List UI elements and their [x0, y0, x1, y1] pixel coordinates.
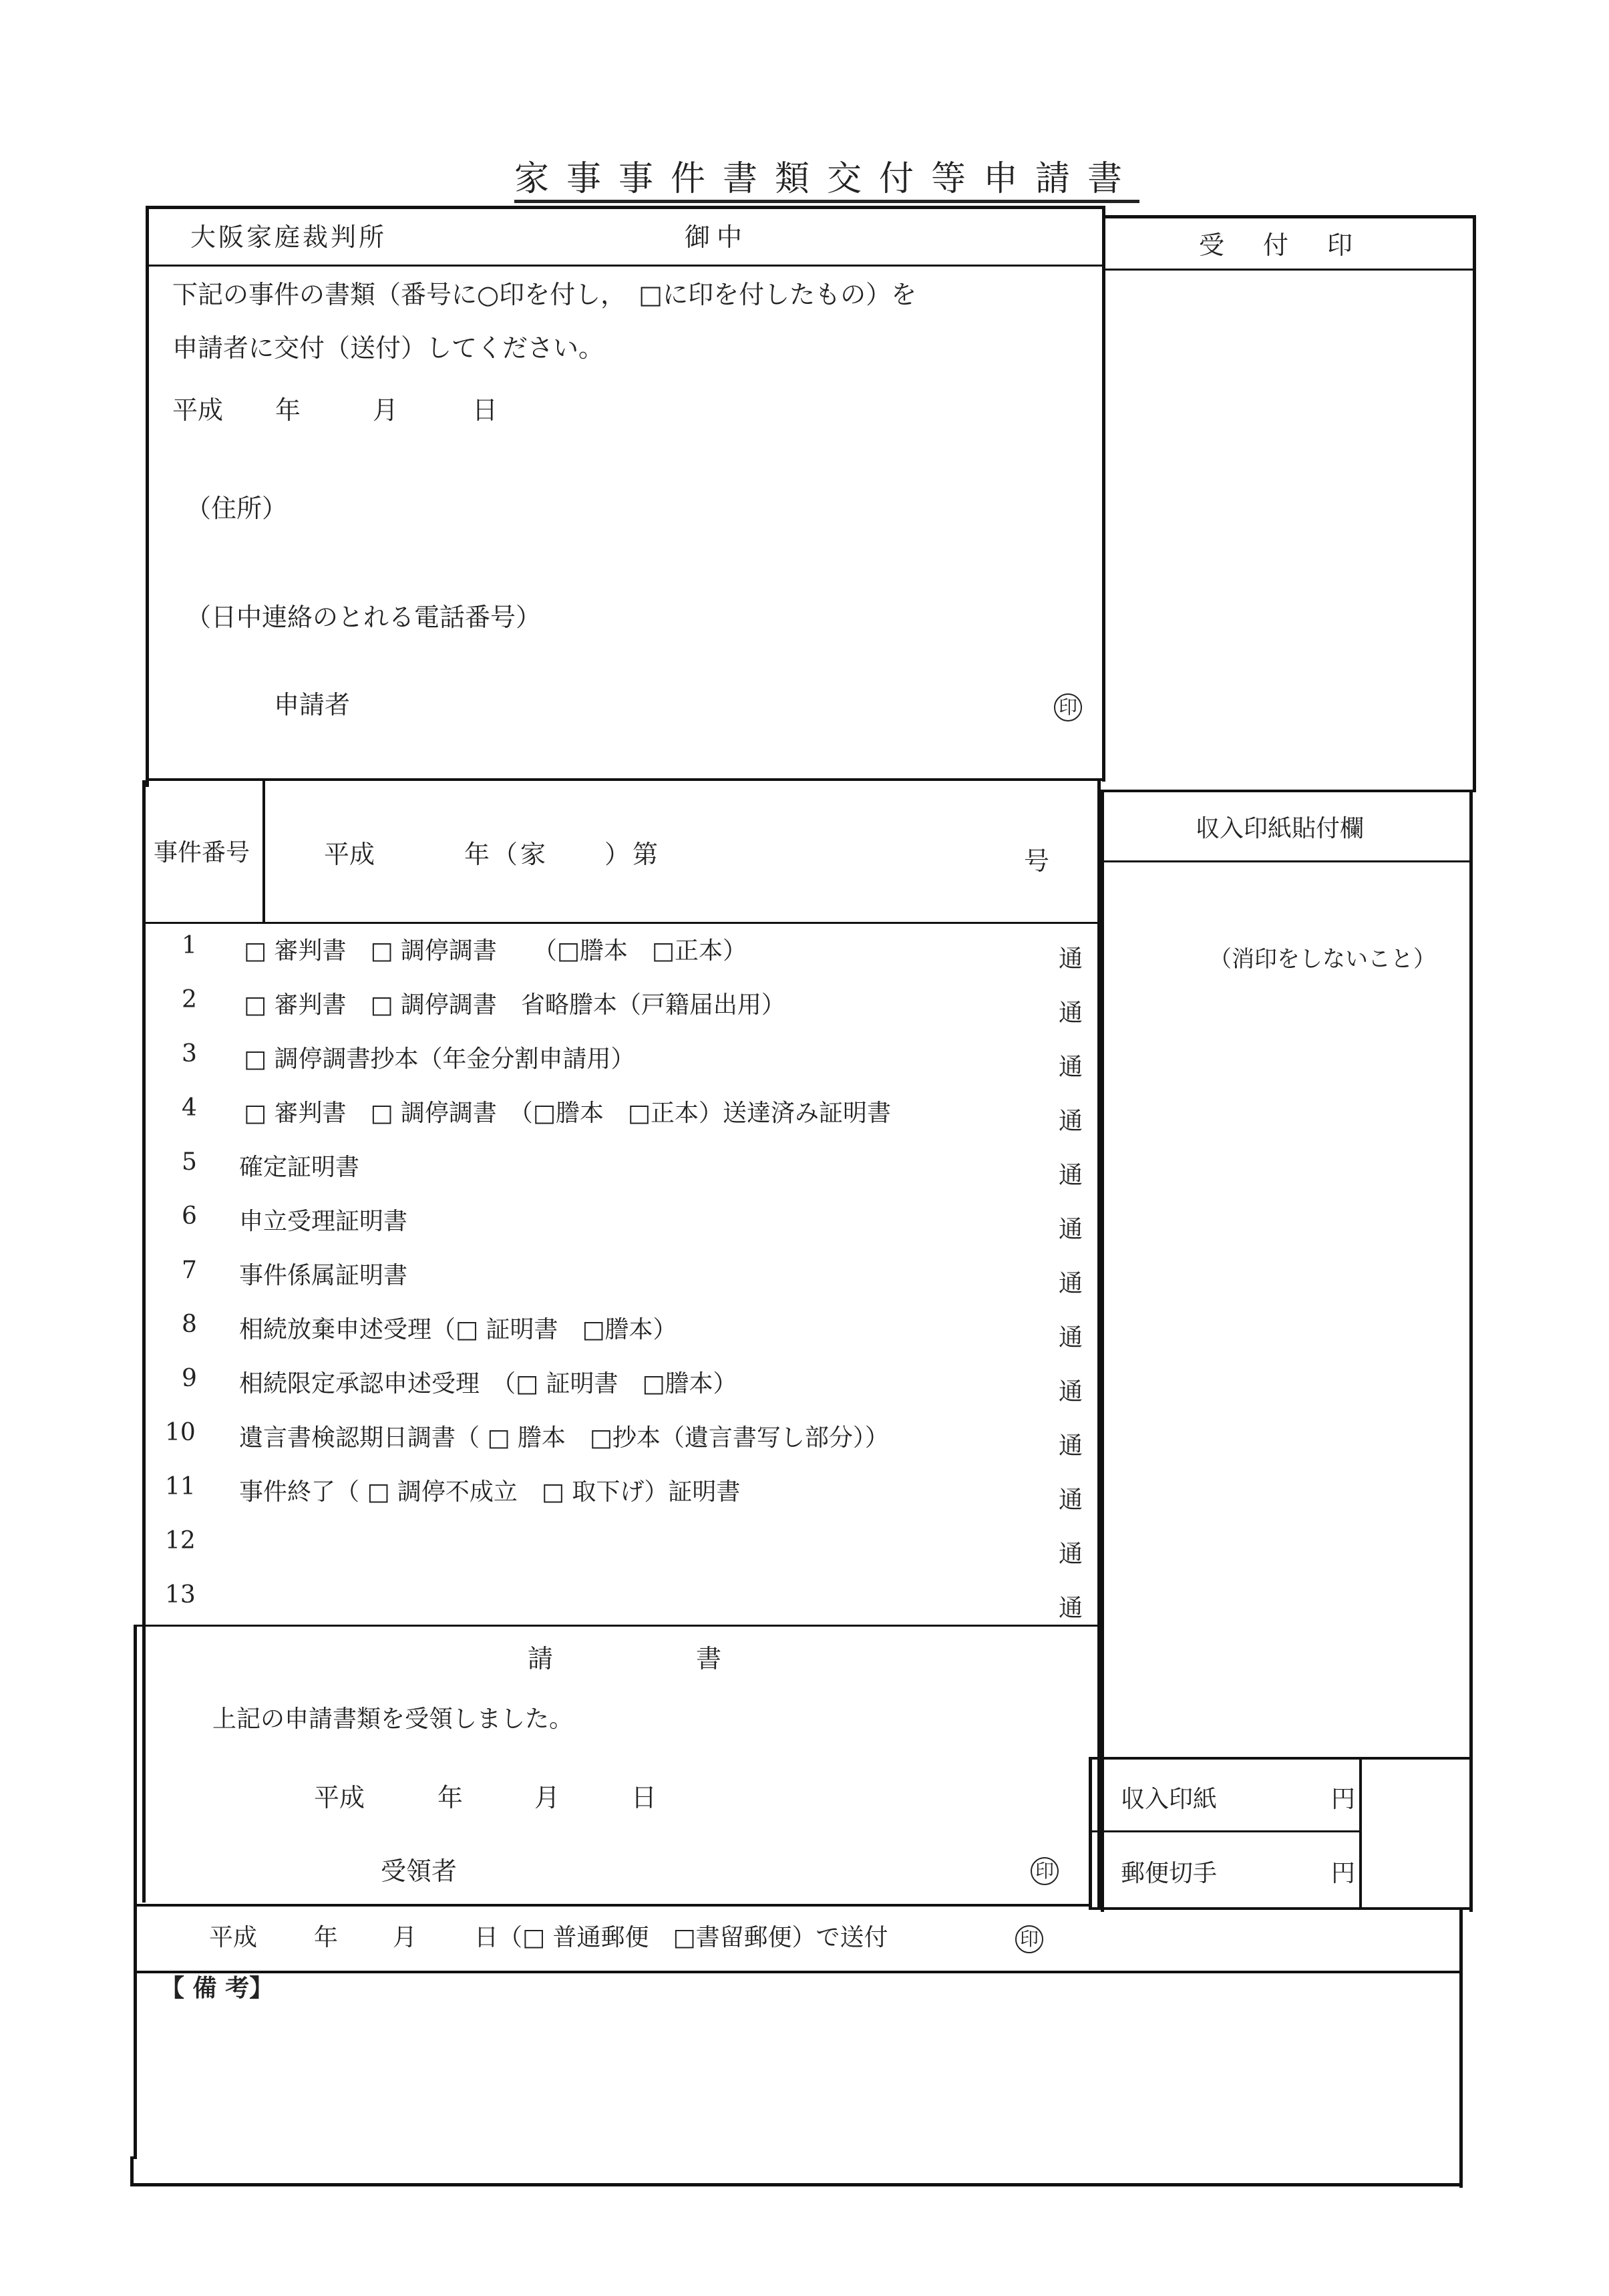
receiver-label: 受領者 — [381, 1856, 458, 1886]
case-era: 平成 — [324, 840, 375, 869]
item-number: 12 — [165, 1527, 196, 1554]
case-label-divider — [262, 780, 265, 924]
mail-bottom-line — [134, 1971, 1459, 1973]
fee-stamp-currency: 円 — [1331, 1786, 1356, 1813]
request-line-1: 下記の事件の書類（番号に○印を付し， □に印を付したもの）を — [172, 280, 917, 309]
receipt-text: 上記の申請書類を受領しました。 — [212, 1705, 574, 1733]
request-date-day: 日 — [472, 395, 498, 425]
item-number: 2 — [182, 986, 197, 1013]
frame-right-top — [1473, 215, 1476, 791]
receipt-heading: 請 書 — [528, 1644, 725, 1673]
item-unit: 通 — [1059, 1540, 1083, 1568]
mail-day-method: 日（□ 普通郵便 □書留郵便）で送付 — [474, 1924, 888, 1951]
address-label: （住所） — [186, 494, 288, 523]
fee-stamp-label: 収入印紙 — [1121, 1786, 1218, 1813]
item-number: 8 — [182, 1311, 197, 1338]
receipt-date-day: 日 — [631, 1783, 657, 1812]
page-title: 家事事件書類交付等申請書 — [514, 159, 1140, 199]
mail-month: 月 — [393, 1924, 417, 1951]
court-honorific: 御中 — [685, 222, 749, 252]
frame-bottom — [130, 2183, 1463, 2186]
mail-era: 平成 — [209, 1924, 258, 1951]
item-unit: 通 — [1059, 1162, 1083, 1189]
fees-mid-line — [1090, 1830, 1361, 1832]
item-number: 5 — [182, 1148, 197, 1176]
frame-right-mid — [1469, 790, 1473, 1912]
revenue-stamp-label: 収入印紙貼付欄 — [1196, 815, 1365, 842]
item-number: 6 — [182, 1202, 197, 1230]
court-name: 大阪家庭裁判所 — [190, 222, 387, 252]
item-text: 相続限定承認申述受理 （□ 証明書 □謄本） — [239, 1370, 737, 1398]
item-unit: 通 — [1059, 1378, 1083, 1406]
request-line-2: 申請者に交付（送付）してください。 — [172, 333, 604, 363]
fees-bottom-line — [1089, 1907, 1473, 1910]
item-text: 事件終了（ □ 調停不成立 □ 取下げ）証明書 — [239, 1478, 741, 1506]
case-suffix: 号 — [1024, 846, 1050, 876]
receipt-bottom-line — [134, 1904, 1089, 1907]
item-text: □ 審判書 □ 調停調書 （□謄本 □正本） — [244, 937, 747, 965]
item-number: 13 — [165, 1581, 196, 1609]
remarks-label: 【 備 考】 — [160, 1974, 274, 2002]
receipt-date-month: 月 — [534, 1783, 560, 1812]
item-number: 10 — [165, 1419, 196, 1446]
stamp-box-bottom — [1102, 790, 1476, 792]
item-text: 申立受理証明書 — [239, 1208, 408, 1235]
frame-top-left — [146, 206, 1105, 209]
item-text: 遺言書検認期日調書（ □ 謄本 □抄本（遺言書写し部分）） — [239, 1424, 889, 1452]
case-row-bottom — [142, 922, 1099, 924]
item-text: 確定証明書 — [239, 1154, 360, 1181]
item-number: 3 — [182, 1040, 197, 1068]
frame-right-lower — [1459, 1907, 1463, 2188]
item-unit: 通 — [1059, 1595, 1083, 1622]
stamp-box-label: 受 付 印 — [1199, 230, 1360, 260]
item-number: 11 — [165, 1473, 196, 1500]
item-unit: 通 — [1059, 1432, 1083, 1460]
item-number: 7 — [182, 1257, 197, 1284]
item-text: 相続放棄申述受理（□ 証明書 □謄本） — [239, 1316, 677, 1343]
item-text: 事件係属証明書 — [239, 1262, 408, 1289]
items-bottom-line — [136, 1625, 1097, 1627]
revenue-header-line — [1102, 860, 1473, 862]
revenue-stamp-note: （消印をしないこと） — [1209, 946, 1436, 973]
request-bottom-line — [146, 778, 1105, 781]
request-date-month: 月 — [373, 395, 399, 425]
frame-top-right — [1105, 215, 1476, 218]
item-number: 1 — [182, 932, 197, 959]
frame-left-lower — [134, 1625, 137, 2159]
item-unit: 通 — [1059, 1486, 1083, 1514]
fee-postage-label: 郵便切手 — [1121, 1860, 1218, 1887]
mail-seal: 印 — [1015, 1925, 1043, 1953]
frame-left-bottom — [130, 2156, 134, 2186]
item-number: 9 — [182, 1365, 197, 1392]
item-unit: 通 — [1059, 1270, 1083, 1297]
item-text: □ 審判書 □ 調停調書 （□謄本 □正本）送達済み証明書 — [244, 1100, 891, 1127]
applicant-seal: 印 — [1054, 693, 1082, 721]
stamp-header-line — [1105, 269, 1474, 271]
court-row-line — [149, 265, 1104, 267]
frame-left-top — [146, 206, 149, 787]
request-date-era: 平成 — [172, 395, 224, 425]
item-unit: 通 — [1059, 1108, 1083, 1135]
receiver-seal: 印 — [1031, 1857, 1059, 1885]
phone-label: （日中連絡のとれる電話番号） — [186, 603, 542, 632]
case-middle: 年（家 ）第 — [464, 840, 661, 869]
frame-mid-top — [1102, 206, 1105, 782]
stamp-col-left — [1101, 790, 1104, 1912]
item-unit: 通 — [1059, 999, 1083, 1027]
receipt-date-era: 平成 — [314, 1783, 365, 1812]
applicant-label: 申請者 — [274, 690, 351, 719]
receipt-date-year: 年 — [437, 1783, 464, 1812]
mail-year: 年 — [314, 1924, 339, 1951]
item-text: □ 審判書 □ 調停調書 省略謄本（戸籍届出用） — [244, 991, 785, 1019]
item-unit: 通 — [1059, 1324, 1083, 1351]
frame-left-mid — [142, 780, 146, 1903]
case-number-label: 事件番号 — [154, 839, 250, 866]
item-unit: 通 — [1059, 1053, 1083, 1081]
request-date-year: 年 — [275, 395, 301, 425]
item-unit: 通 — [1059, 1216, 1083, 1243]
item-text: □ 調停調書抄本（年金分割申請用） — [244, 1045, 635, 1073]
fee-postage-currency: 円 — [1331, 1860, 1356, 1887]
item-unit: 通 — [1059, 945, 1083, 973]
fees-top-line — [1089, 1757, 1469, 1760]
item-number: 4 — [182, 1094, 197, 1122]
